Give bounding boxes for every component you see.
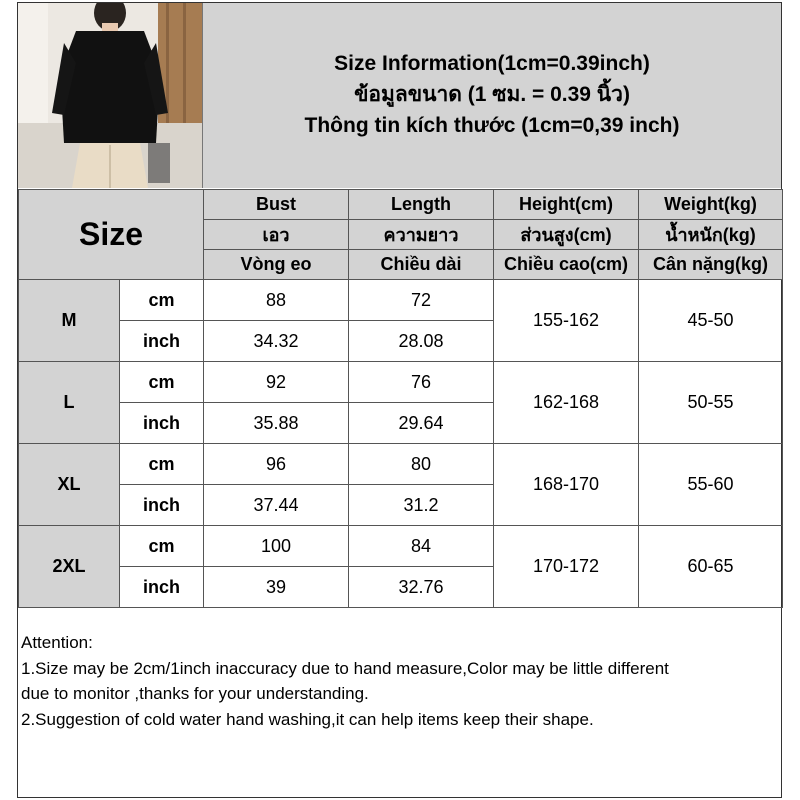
bust-cm-value: 96 xyxy=(204,444,349,485)
height-range: 168-170 xyxy=(494,444,639,526)
header-line-thai: ข้อมูลขนาด (1 ซม. = 0.39 นิ้ว) xyxy=(354,83,630,106)
header-line-english: Size Information(1cm=0.39inch) xyxy=(334,52,650,75)
attention-notes xyxy=(21,630,779,732)
size-column-title: Size xyxy=(19,190,204,280)
model-photo-illustration xyxy=(18,3,202,188)
bust-inch-value: 37.44 xyxy=(204,485,349,526)
column-header-bust-vietnamese: Vòng eo xyxy=(204,250,349,280)
column-header-height-vietnamese: Chiều cao(cm) xyxy=(494,250,639,280)
bust-inch-value: 39 xyxy=(204,567,349,608)
note-line-1a: 1.Size may be 2cm/1inch inaccuracy due to hand measure,Color may be little different xyxy=(21,658,669,678)
height-range: 155-162 xyxy=(494,280,639,362)
note-line-2: 2.Suggestion of cold water hand washing,it can help items keep their shape. xyxy=(21,709,594,729)
table-row xyxy=(19,362,783,403)
length-inch-value: 32.76 xyxy=(349,567,494,608)
column-header-weight: Weight(kg) xyxy=(639,190,783,220)
unit-cm: cm xyxy=(120,444,204,485)
column-header-length-thai: ความยาว xyxy=(349,220,494,250)
size-label-l: L xyxy=(19,362,120,444)
attention-title: Attention: xyxy=(21,633,93,652)
unit-cm: cm xyxy=(120,280,204,321)
weight-range: 45-50 xyxy=(639,280,783,362)
table-row xyxy=(19,444,783,485)
table-row xyxy=(19,280,783,321)
header-row-english xyxy=(19,190,783,220)
unit-inch: inch xyxy=(120,485,204,526)
column-header-height-thai: ส่วนสูง(cm) xyxy=(494,220,639,250)
unit-inch: inch xyxy=(120,403,204,444)
bust-inch-value: 35.88 xyxy=(204,403,349,444)
unit-inch: inch xyxy=(120,321,204,362)
length-inch-value: 31.2 xyxy=(349,485,494,526)
column-header-height: Height(cm) xyxy=(494,190,639,220)
column-header-bust: Bust xyxy=(204,190,349,220)
length-inch-value: 28.08 xyxy=(349,321,494,362)
unit-cm: cm xyxy=(120,526,204,567)
column-header-length-vietnamese: Chiều dài xyxy=(349,250,494,280)
weight-range: 55-60 xyxy=(639,444,783,526)
size-information-header xyxy=(203,48,781,141)
weight-range: 50-55 xyxy=(639,362,783,444)
bust-cm-value: 92 xyxy=(204,362,349,403)
column-header-weight-thai: น้ำหนัก(kg) xyxy=(639,220,783,250)
size-label-2xl: 2XL xyxy=(19,526,120,608)
table-row xyxy=(19,526,783,567)
unit-cm: cm xyxy=(120,362,204,403)
length-cm-value: 84 xyxy=(349,526,494,567)
length-cm-value: 76 xyxy=(349,362,494,403)
size-table xyxy=(18,189,783,608)
length-inch-value: 29.64 xyxy=(349,403,494,444)
unit-inch: inch xyxy=(120,567,204,608)
note-line-1b: due to monitor ,thanks for your understanding. xyxy=(21,684,369,703)
size-label-m: M xyxy=(19,280,120,362)
size-label-xl: XL xyxy=(19,444,120,526)
column-header-weight-vietnamese: Cân nặng(kg) xyxy=(639,250,783,280)
weight-range: 60-65 xyxy=(639,526,783,608)
product-photo xyxy=(18,3,203,188)
length-cm-value: 80 xyxy=(349,444,494,485)
length-cm-value: 72 xyxy=(349,280,494,321)
bust-cm-value: 100 xyxy=(204,526,349,567)
header-line-vietnamese: Thông tin kích thước (1cm=0,39 inch) xyxy=(304,114,680,137)
height-range: 170-172 xyxy=(494,526,639,608)
bust-cm-value: 88 xyxy=(204,280,349,321)
column-header-bust-thai: เอว xyxy=(204,220,349,250)
bust-inch-value: 34.32 xyxy=(204,321,349,362)
height-range: 162-168 xyxy=(494,362,639,444)
column-header-length: Length xyxy=(349,190,494,220)
